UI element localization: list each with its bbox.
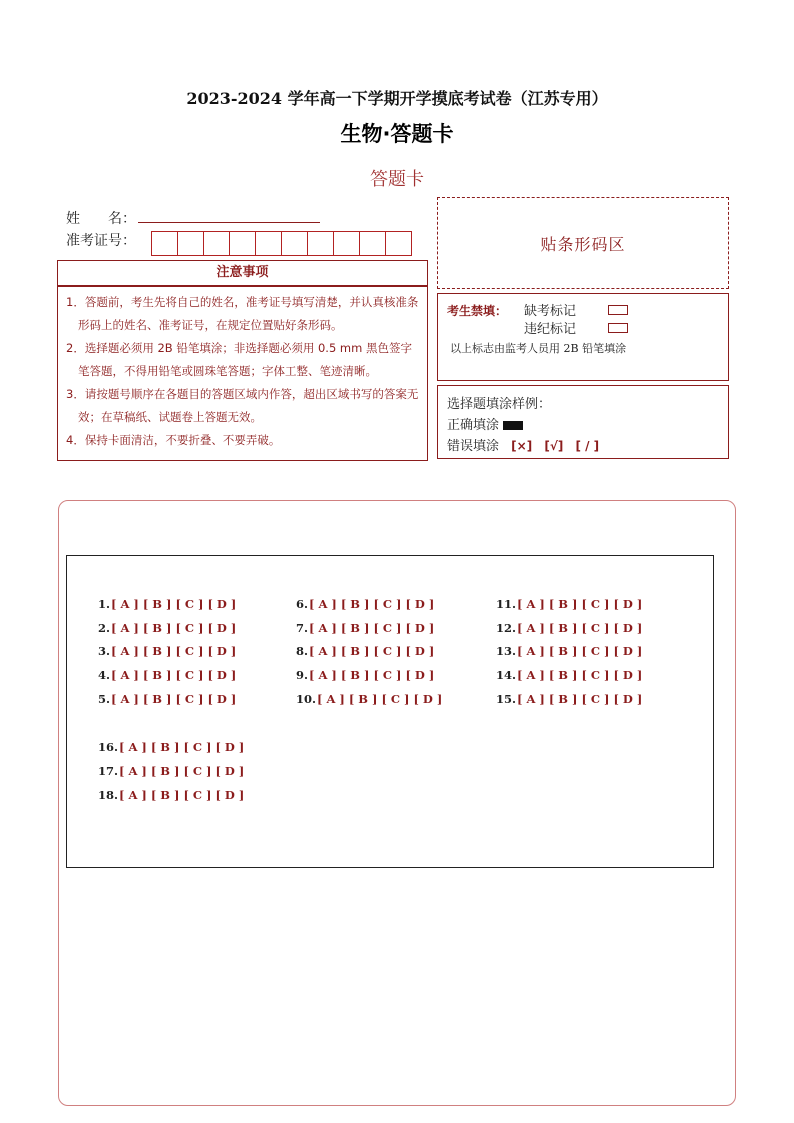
question-row[interactable]: 9.[ A ] [ B ] [ C ] [ D ] <box>296 668 435 682</box>
id-digit-box[interactable] <box>281 231 308 256</box>
id-digit-box[interactable] <box>151 231 178 256</box>
question-row[interactable]: 17.[ A ] [ B ] [ C ] [ D ] <box>98 764 245 778</box>
notice-item: 2．选择题必须用 2B 铅笔填涂；非选择题必须用 0.5 mm 黑色签字笔答题，不得用铅笔或圆珠笔答题；字体工整、笔迹清晰。 <box>66 341 412 378</box>
name-label: 姓 名： <box>66 211 136 227</box>
id-digit-box[interactable] <box>255 231 282 256</box>
wrong-mark-cross: [×] <box>511 439 533 453</box>
correct-label: 正确填涂 <box>447 418 500 433</box>
id-digit-box[interactable] <box>229 231 256 256</box>
id-digit-box[interactable] <box>203 231 230 256</box>
subject-title: 生物·答题卡 <box>340 122 454 146</box>
name-field[interactable] <box>138 222 320 223</box>
id-digit-box[interactable] <box>333 231 360 256</box>
question-row[interactable]: 8.[ A ] [ B ] [ C ] [ D ] <box>296 644 435 658</box>
notice-item: 1．答题前，考生先将自己的姓名，准考证号填写清楚，并认真核准条形码上的姓名、准考证号，在规定位置贴好条形码。 <box>66 295 419 332</box>
notice-box <box>57 286 428 461</box>
question-row[interactable]: 11.[ A ] [ B ] [ C ] [ D ] <box>496 597 643 611</box>
card-title: 答题卡 <box>370 169 424 190</box>
question-row[interactable]: 14.[ A ] [ B ] [ C ] [ D ] <box>496 668 643 682</box>
barcode-label: 贴条形码区 <box>540 234 626 254</box>
wrong-label: 错误填涂 <box>447 439 500 454</box>
question-row[interactable]: 15.[ A ] [ B ] [ C ] [ D ] <box>496 692 643 706</box>
filled-mark-icon <box>503 421 523 430</box>
question-row[interactable]: 16.[ A ] [ B ] [ C ] [ D ] <box>98 740 245 754</box>
wrong-sample <box>447 435 599 454</box>
question-row[interactable]: 12.[ A ] [ B ] [ C ] [ D ] <box>496 621 643 635</box>
forbid-note: 以上标志由监考人员用 2B 铅笔填涂 <box>450 342 627 355</box>
wrong-mark-check: [√] <box>544 439 564 453</box>
id-label: 准考证号： <box>66 233 136 249</box>
id-digit-box[interactable] <box>177 231 204 256</box>
forbid-box <box>437 293 729 381</box>
absent-mark[interactable] <box>608 305 628 315</box>
violation-label: 违纪标记 <box>524 322 577 337</box>
id-digit-box[interactable] <box>385 231 412 256</box>
question-row[interactable]: 13.[ A ] [ B ] [ C ] [ D ] <box>496 644 643 658</box>
notice-title: 注意事项 <box>57 260 428 286</box>
question-row[interactable]: 18.[ A ] [ B ] [ C ] [ D ] <box>98 788 245 802</box>
question-row[interactable]: 6.[ A ] [ B ] [ C ] [ D ] <box>296 597 435 611</box>
wrong-mark-slash: [ / ] <box>575 439 600 453</box>
question-row[interactable]: 3.[ A ] [ B ] [ C ] [ D ] <box>98 644 237 658</box>
question-row[interactable]: 4.[ A ] [ B ] [ C ] [ D ] <box>98 668 237 682</box>
sample-box <box>437 385 729 459</box>
question-row[interactable]: 5.[ A ] [ B ] [ C ] [ D ] <box>98 692 237 706</box>
sample-title: 选择题填涂样例： <box>447 397 552 412</box>
question-row[interactable]: 1.[ A ] [ B ] [ C ] [ D ] <box>98 597 237 611</box>
question-row[interactable]: 2.[ A ] [ B ] [ C ] [ D ] <box>98 621 237 635</box>
forbid-heading: 考生禁填： <box>447 304 508 318</box>
question-row[interactable]: 7.[ A ] [ B ] [ C ] [ D ] <box>296 621 435 635</box>
violation-mark[interactable] <box>608 323 628 333</box>
id-digit-box[interactable] <box>359 231 386 256</box>
id-boxes[interactable] <box>151 231 411 256</box>
barcode-area <box>437 197 729 289</box>
id-digit-box[interactable] <box>307 231 334 256</box>
exam-title: 2023-2024 学年高一下学期开学摸底考试卷（江苏专用） <box>186 89 608 108</box>
correct-sample <box>447 414 523 433</box>
absent-label: 缺考标记 <box>524 304 577 319</box>
notice-item: 3．请按题号顺序在各题目的答题区域内作答，超出区域书写的答案无效；在草稿纸、试题卷上答题无效。 <box>66 387 419 424</box>
notice-item: 4．保持卡面清洁，不要折叠、不要弄破。 <box>66 433 281 447</box>
question-row[interactable]: 10.[ A ] [ B ] [ C ] [ D ] <box>296 692 443 706</box>
